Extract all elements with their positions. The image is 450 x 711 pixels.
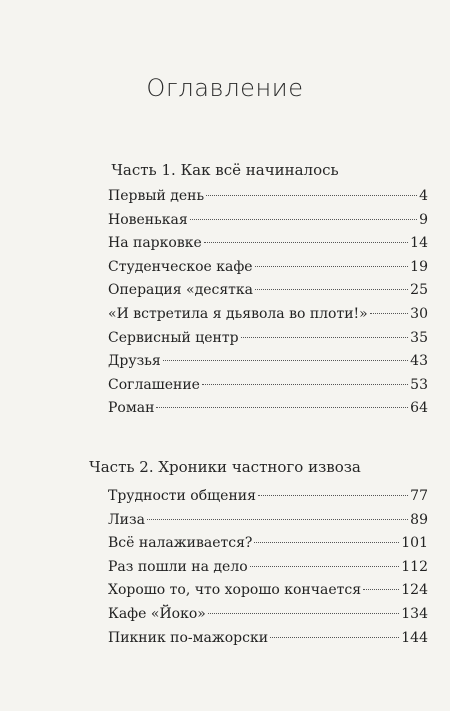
toc-entry	[108, 485, 428, 509]
toc-entry-page: 19	[410, 258, 428, 275]
toc-entry	[108, 509, 428, 533]
toc-entry-page: 89	[410, 511, 428, 528]
toc-entry-page: 9	[419, 211, 428, 228]
toc-entry-title: Раз пошли на дело	[108, 558, 248, 575]
dot-leader	[363, 589, 399, 590]
toc-entry-title: Кафе «Йоко»	[108, 605, 206, 622]
part-2-toc	[108, 485, 428, 650]
dot-leader	[156, 407, 408, 408]
dot-leader	[190, 219, 417, 220]
dot-leader	[254, 542, 399, 543]
toc-entry	[108, 556, 428, 580]
dot-leader	[202, 384, 408, 385]
toc-entry-page: 144	[401, 629, 428, 646]
toc-entry	[108, 209, 428, 233]
dot-leader	[250, 566, 400, 567]
dot-leader	[270, 637, 399, 638]
dot-leader	[255, 266, 409, 267]
toc-entry-title: Первый день	[108, 188, 205, 204]
part-1-heading: Часть 1. Как всё начиналось	[111, 161, 339, 179]
dot-leader	[204, 242, 408, 243]
toc-entry-title: Роман	[108, 400, 155, 417]
toc-entry	[108, 532, 428, 556]
toc-entry-title: Пикник по-мажорски	[108, 629, 269, 646]
toc-entry	[108, 327, 428, 351]
toc-entry	[108, 303, 428, 327]
toc-entry-page: 101	[401, 535, 428, 552]
toc-entry-page: 112	[401, 558, 428, 575]
toc-entry-page: 77	[410, 488, 428, 504]
toc-entry-title: Сервисный центр	[108, 329, 239, 346]
toc-entry-page: 64	[410, 400, 428, 417]
toc-entry	[108, 397, 428, 421]
toc-entry-page: 43	[410, 353, 428, 370]
dot-leader	[208, 613, 399, 614]
toc-entry	[108, 256, 428, 280]
dot-leader	[241, 337, 409, 338]
toc-entry-page: 14	[410, 235, 428, 252]
dot-leader	[255, 289, 408, 290]
toc-entry-page: 124	[401, 582, 428, 599]
part-1-toc	[108, 185, 428, 421]
toc-entry	[108, 579, 428, 603]
toc-entry	[108, 350, 428, 374]
toc-entry-page: 30	[410, 305, 428, 322]
page-title: Оглавление	[146, 74, 304, 102]
toc-entry-page: 4	[419, 188, 428, 204]
toc-entry-page: 134	[401, 605, 428, 622]
toc-entry-title: Соглашение	[108, 376, 200, 393]
dot-leader	[163, 360, 409, 361]
part-2-heading: Часть 2. Хроники частного извоза	[89, 458, 361, 476]
toc-entry-page: 25	[410, 282, 428, 299]
toc-entry-page: 35	[410, 329, 428, 346]
dot-leader	[370, 313, 408, 314]
toc-entry	[108, 603, 428, 627]
dot-leader	[206, 195, 417, 196]
toc-entry	[108, 374, 428, 398]
toc-entry-title: Хорошо то, что хорошо кончается	[108, 582, 362, 599]
toc-entry	[108, 232, 428, 256]
toc-entry	[108, 185, 428, 209]
toc-entry-title: Друзья	[108, 353, 161, 370]
dot-leader	[258, 495, 408, 496]
toc-entry-title: «И встретила я дьявола во плоти!»	[108, 305, 368, 322]
toc-entry	[108, 279, 428, 303]
toc-entry-title: На парковке	[108, 235, 202, 252]
dot-leader	[147, 519, 408, 520]
toc-entry-title: Лиза	[108, 511, 145, 528]
toc-entry-page: 53	[410, 376, 428, 393]
toc-entry-title: Трудности общения	[108, 488, 256, 504]
toc-entry-title: Студенческое кафе	[108, 258, 253, 275]
toc-entry-title: Всё налаживается?	[108, 535, 253, 552]
toc-entry-title: Операция «десятка	[108, 282, 254, 299]
toc-entry	[108, 627, 428, 651]
toc-entry-title: Новенькая	[108, 211, 188, 228]
